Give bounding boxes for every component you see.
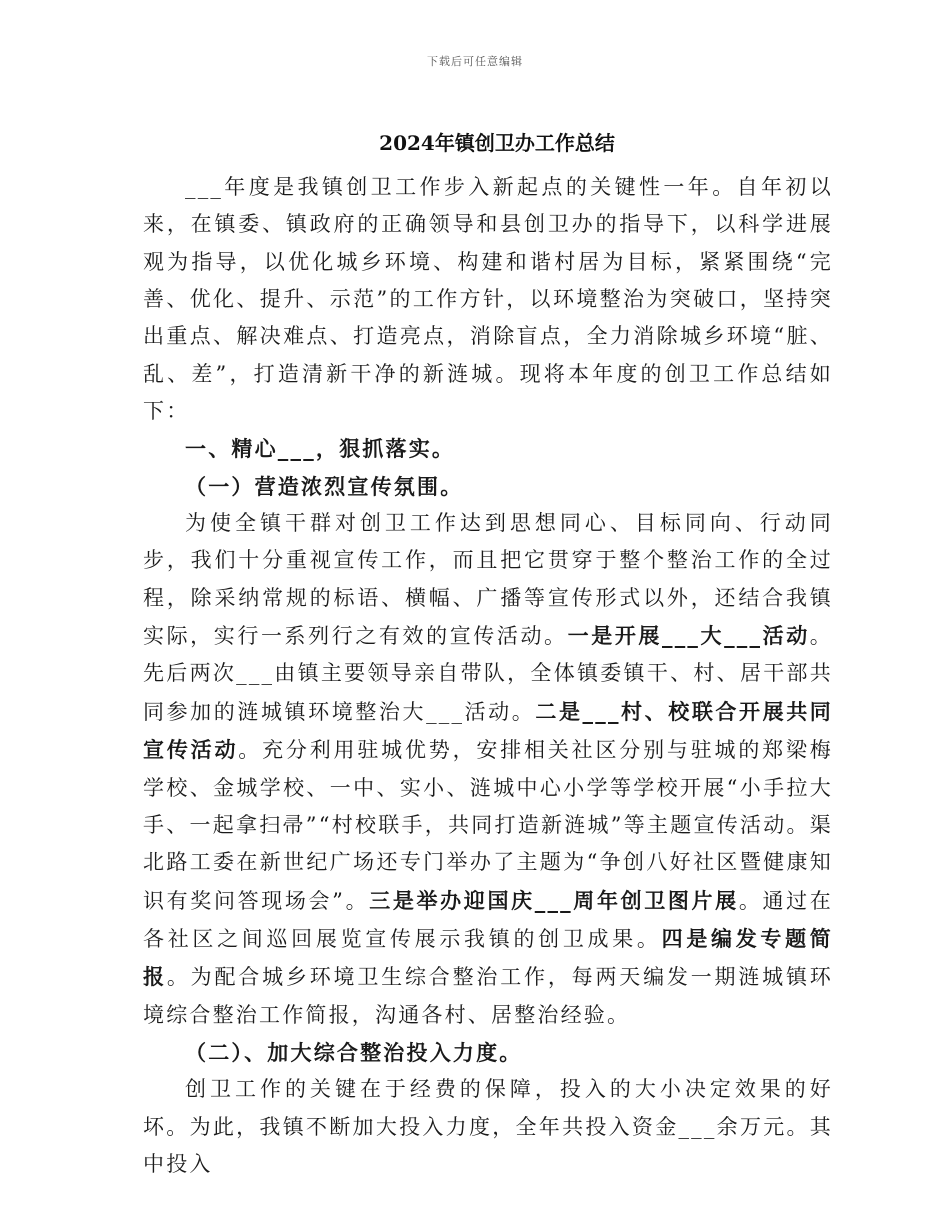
section-heading-1: 一、精心___，狠抓落实。 <box>185 436 456 462</box>
publicity-paragraph <box>143 505 833 1034</box>
highlight-item-4: 四是编发专题简报 <box>143 925 834 990</box>
paragraph-text: 。充分利用驻城优势，安排相关社区分别与驻城的郑梁梅学校、金城学校、一中、实小、涟城中心小学等学校开展“小手拉大手、一起拿扫帚”“村校联手，共同打造新涟城”等主题宣传活动。渠北路工委在新世纪广场还专门举办了主题为“争创八好社区暨健康知识有奖问答现场会”。 <box>143 738 833 913</box>
subsection-heading-2: （二）、加大综合整治投入力度。 <box>185 1039 523 1065</box>
document-body <box>143 169 833 1183</box>
paragraph-text: 。通过在各社区之间巡回展览宣传展示我镇的创卫成果。 <box>143 888 833 951</box>
paragraph-text: 。为配合城乡环境卫生综合整治工作，每两天编发一期涟城镇环境综合整治工作简报，沟通各村、居整治经验。 <box>143 965 833 1027</box>
paragraph-text: 。先后两次___由镇主要领导亲自带队，全体镇委镇干、村、居干部共同参加的涟城镇环境整治大___活动。 <box>143 624 833 724</box>
document-title: 2024年镇创卫办工作总结 <box>379 131 615 155</box>
intro-paragraph: ___年度是我镇创卫工作步入新起点的关键性一年。自年初以来，在镇委、镇政府的正确领导和县创卫办的指导下，以科学进展观为指导，以优化城乡环境、构建和谐村居为目标，紧紧围绕“完善、优化、提升、示范”的工作方针，以环境整治为突破口，坚持突出重点、解决难点、打造亮点，消除盲点，全力消除城乡环境“脏、乱、差”，打造清新干净的新涟城。现将本年度的创卫工作总结如下： <box>143 175 833 424</box>
highlight-item-1: 一是开展___大___活动 <box>567 623 810 649</box>
highlight-item-2: 二是___村、校联合开展共同宣传活动 <box>143 698 833 763</box>
paragraph-text: 为使全镇干群对创卫工作达到思想同心、目标同向、行动同步，我们十分重视宣传工作，而且把它贯穿于整个整治工作的全过程，除采纳常规的标语、横幅、广播等宣传形式以外，还结合我镇实际，实行一系列行之有效的宣传活动。 <box>143 511 833 649</box>
subsection-heading-1: （一）营造浓烈宣传氛围。 <box>185 473 464 499</box>
header-note: 下载后可任意编辑 <box>427 55 523 68</box>
highlight-item-3: 三是举办迎国庆___周年创卫图片展 <box>369 887 739 913</box>
investment-paragraph: 创卫工作的关键在于经费的保障，投入的大小决定效果的好坏。为此，我镇不断加大投入力度，全年共投入资金___余万元。其中投入 <box>143 1077 833 1176</box>
